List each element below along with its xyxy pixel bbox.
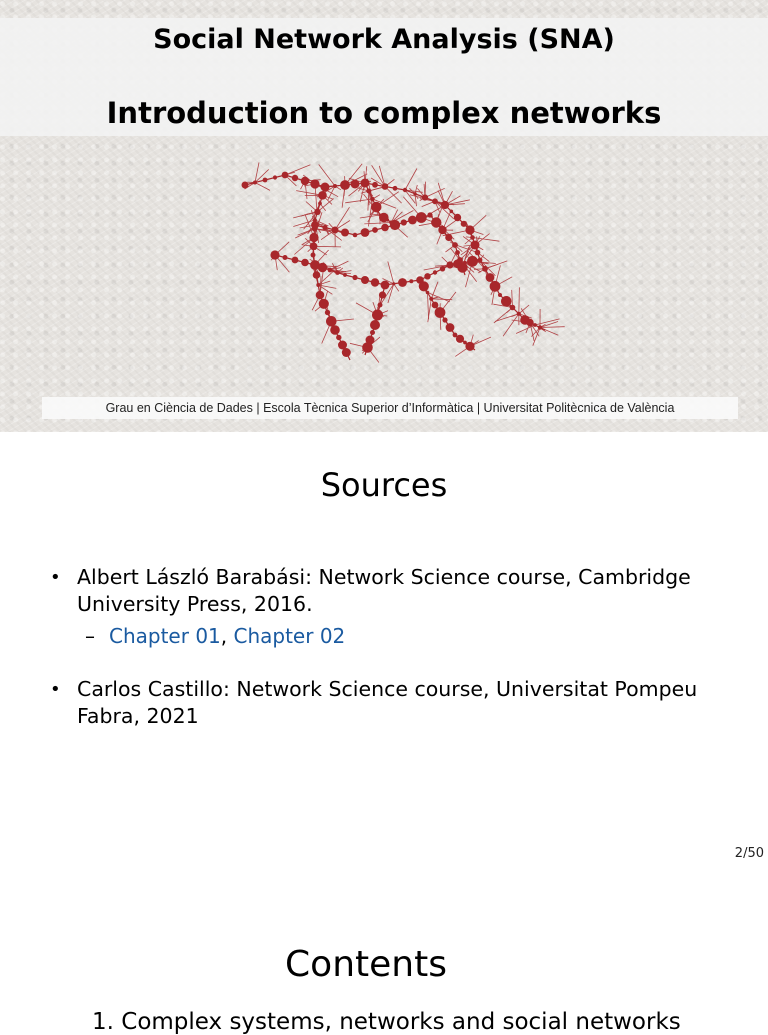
- network-node: [311, 221, 319, 229]
- network-node: [454, 214, 461, 221]
- network-node: [283, 255, 288, 260]
- network-node: [336, 335, 341, 340]
- network-node: [310, 179, 319, 188]
- network-node: [361, 276, 369, 284]
- network-node: [455, 250, 460, 255]
- network-node: [478, 258, 483, 263]
- network-node: [366, 189, 371, 194]
- network-node: [432, 302, 439, 309]
- network-branch: [540, 322, 558, 328]
- network-node: [419, 281, 429, 291]
- network-node: [326, 316, 337, 327]
- network-branch: [540, 328, 558, 336]
- network-node: [270, 250, 279, 259]
- network-branch: [314, 246, 342, 247]
- network-node: [342, 348, 351, 357]
- network-node: [424, 273, 430, 279]
- network-node: [273, 175, 277, 179]
- network-node: [371, 278, 379, 286]
- network-node: [435, 307, 446, 318]
- network-branch: [370, 214, 380, 215]
- network-node: [372, 182, 378, 188]
- network-node: [475, 250, 481, 256]
- network-branch: [540, 327, 565, 328]
- chapter-02-link[interactable]: Chapter 02: [234, 624, 346, 648]
- network-node: [445, 234, 452, 241]
- chapter-01-link[interactable]: Chapter 01: [109, 624, 221, 648]
- network-node: [314, 209, 320, 215]
- network-node: [465, 225, 474, 234]
- network-node: [490, 281, 501, 292]
- network-node: [335, 270, 340, 275]
- network-node: [501, 296, 512, 307]
- network-node: [313, 271, 321, 279]
- network-node: [426, 291, 430, 295]
- network-branch: [431, 299, 452, 300]
- network-node: [301, 259, 309, 267]
- network-node: [538, 325, 542, 329]
- network-node: [263, 178, 268, 183]
- network-node: [432, 198, 438, 204]
- network-node: [517, 312, 521, 316]
- network-node: [332, 227, 339, 234]
- network-node: [371, 202, 381, 212]
- network-node: [242, 182, 249, 189]
- network-node: [341, 229, 349, 237]
- network-node: [408, 216, 417, 225]
- network-node: [461, 221, 467, 227]
- network-node: [372, 227, 378, 233]
- network-node: [352, 275, 357, 280]
- network-node: [467, 256, 478, 267]
- network-branch: [428, 293, 429, 320]
- network-branch: [364, 223, 391, 224]
- network-branch: [335, 207, 350, 230]
- network-node: [318, 202, 322, 206]
- network-node: [442, 317, 447, 322]
- network-node: [382, 183, 389, 190]
- network-node: [456, 335, 464, 343]
- network-node: [422, 194, 428, 200]
- network-node: [316, 291, 325, 300]
- network-node: [453, 259, 462, 268]
- network-node: [301, 177, 309, 185]
- network-node: [389, 220, 393, 224]
- network-node: [292, 175, 298, 181]
- network-node: [471, 241, 480, 250]
- network-node: [325, 310, 330, 315]
- network-node: [450, 210, 454, 214]
- contents-slide: [0, 872, 768, 1024]
- network-branch: [388, 262, 394, 284]
- network-branch: [285, 165, 310, 175]
- network-node: [498, 293, 502, 297]
- network-node: [378, 303, 383, 308]
- network-node: [470, 235, 475, 240]
- network-node: [510, 305, 516, 311]
- network-node: [427, 212, 432, 217]
- network-node: [446, 323, 455, 332]
- network-node: [533, 323, 537, 327]
- network-node: [322, 225, 327, 230]
- network-branch: [533, 328, 540, 346]
- network-node: [318, 191, 327, 200]
- network-node: [393, 186, 398, 191]
- contents-heading: Contents: [0, 944, 750, 985]
- network-node: [323, 185, 327, 189]
- network-node: [438, 226, 446, 234]
- network-node: [465, 342, 474, 351]
- page-number: 2/50: [735, 846, 764, 861]
- network-node: [482, 266, 488, 272]
- network-node: [328, 268, 333, 273]
- network-node: [370, 197, 374, 201]
- network-node: [318, 263, 327, 272]
- network-node: [403, 188, 407, 192]
- network-node: [431, 217, 441, 227]
- network-node: [319, 299, 329, 309]
- network-node: [486, 273, 495, 282]
- link-separator: ,: [221, 624, 234, 648]
- network-node: [330, 325, 340, 335]
- network-node: [253, 181, 257, 185]
- network-node: [463, 261, 466, 264]
- network-node: [333, 184, 337, 188]
- network-node: [316, 283, 320, 287]
- network-node: [370, 320, 380, 330]
- network-node: [309, 233, 318, 242]
- contents-list-item: 1. Complex systems, networks and social networks: [92, 1009, 681, 1035]
- bullet-icon: •: [50, 564, 61, 591]
- source-item-text: Albert László Barabási: Network Science course, Cambridge University Press, 2016.: [77, 564, 717, 618]
- network-node: [416, 212, 427, 223]
- network-node: [292, 257, 299, 264]
- title-slide: [0, 0, 768, 432]
- network-node: [361, 228, 370, 237]
- bullet-icon: •: [50, 676, 61, 703]
- network-branch: [485, 261, 507, 269]
- network-branch: [255, 183, 270, 191]
- slide-title: Social Network Analysis (SNA): [0, 24, 768, 55]
- network-node: [452, 242, 458, 248]
- network-node: [379, 291, 386, 298]
- network-node: [429, 297, 433, 301]
- network-node: [381, 281, 390, 290]
- network-node: [311, 253, 316, 258]
- sources-slide: [0, 432, 768, 872]
- network-node: [392, 282, 395, 285]
- source-item-text: Carlos Castillo: Network Science course, Universitat Pompeu Fabra, 2021: [77, 676, 717, 730]
- network-graph-image: [215, 135, 565, 395]
- network-branch: [319, 165, 335, 187]
- network-node: [343, 273, 347, 277]
- network-edge: [245, 175, 545, 330]
- network-node: [526, 319, 533, 326]
- network-branch: [519, 287, 520, 313]
- network-node: [362, 342, 373, 353]
- network-node: [413, 192, 416, 195]
- network-node: [351, 180, 360, 189]
- network-node: [361, 179, 370, 188]
- network-node: [401, 219, 407, 225]
- network-node: [440, 266, 445, 271]
- network-node: [381, 224, 389, 232]
- dash-icon: –: [85, 624, 95, 648]
- network-node: [353, 233, 358, 238]
- footer-text: Grau en Ciència de Dades | Escola Tècnica Superior d’Informàtica | Universitat Politècnica de València: [42, 401, 738, 415]
- network-node: [370, 330, 375, 335]
- network-node: [282, 172, 289, 179]
- slide-subtitle: Introduction to complex networks: [0, 96, 768, 130]
- network-branch: [405, 169, 417, 191]
- network-node: [310, 242, 318, 250]
- network-node: [386, 218, 389, 221]
- sources-heading: Sources: [0, 466, 768, 504]
- network-node: [398, 278, 407, 287]
- network-node: [441, 201, 449, 209]
- network-node: [409, 279, 413, 283]
- network-node: [372, 310, 383, 321]
- network-node: [446, 261, 453, 268]
- network-branch: [425, 188, 445, 197]
- network-node: [340, 180, 350, 190]
- network-node: [433, 270, 437, 274]
